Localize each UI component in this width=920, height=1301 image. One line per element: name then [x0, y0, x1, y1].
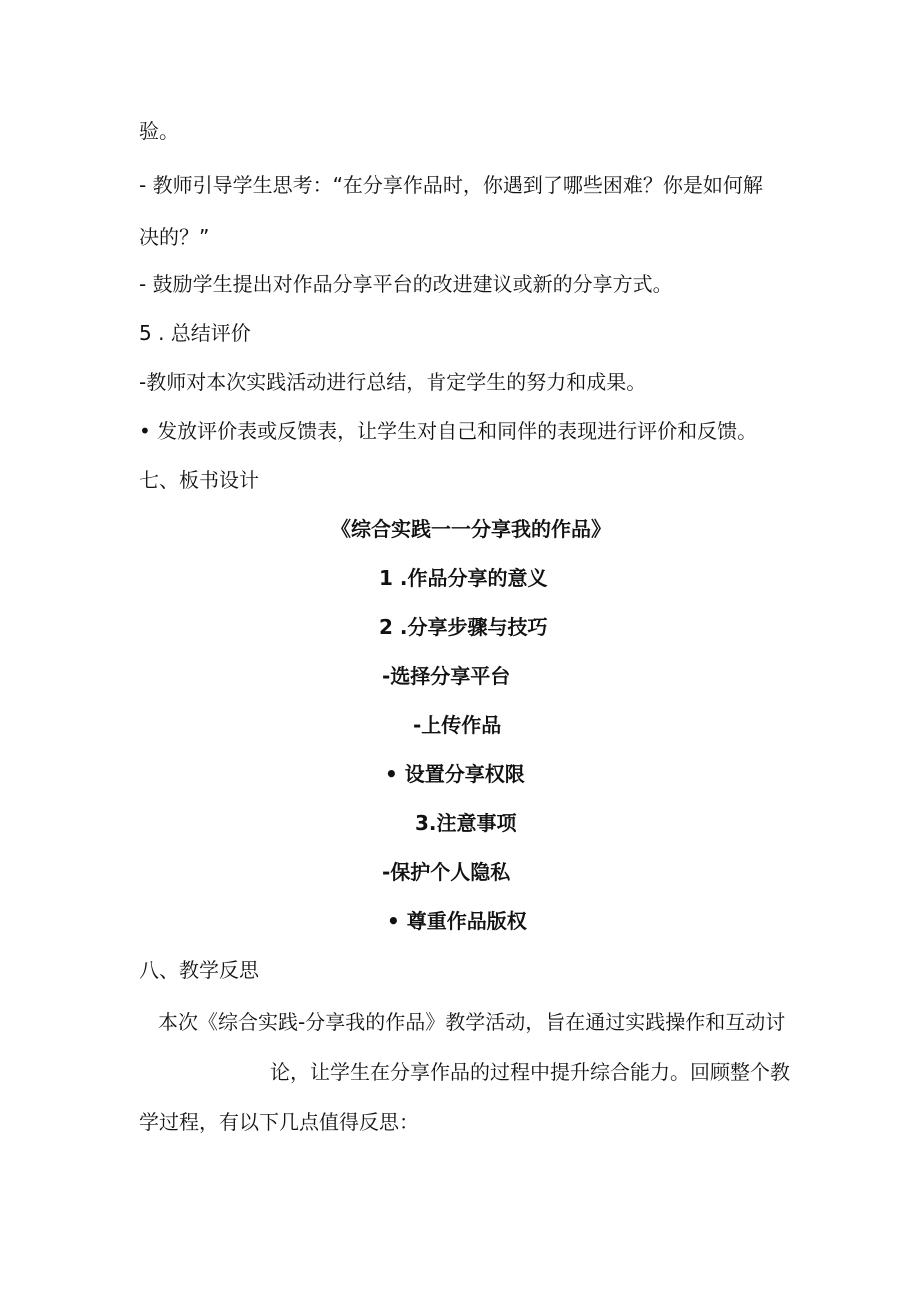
text-line-7: • 发放评价表或反馈表，让学生对自己和同伴的表现进行评价和反馈。 — [139, 419, 758, 443]
board-item-4: -上传作品 — [413, 713, 502, 737]
board-item-5: • 设置分享权限 — [385, 762, 525, 786]
reflection-line-1: 本次《综合实践-分享我的作品》教学活动，旨在通过实践操作和互动讨 — [158, 1010, 786, 1034]
text-line-6: -教师对本次实践活动进行总结，肯定学生的努力和成果。 — [139, 370, 647, 394]
board-item-3: -选择分享平台 — [382, 664, 511, 688]
reflection-line-3: 学过程，有以下几点值得反思： — [139, 1110, 419, 1134]
section-7-heading: 七、板书设计 — [139, 468, 259, 492]
text-line-4: - 鼓励学生提出对作品分享平台的改进建议或新的分享方式。 — [139, 272, 673, 296]
board-title: 《综合实践一一分享我的作品》 — [331, 517, 611, 541]
board-item-7: -保护个人隐私 — [382, 860, 511, 884]
section-5-heading: 5 . 总结评价 — [139, 321, 251, 345]
board-item-1: 1 .作品分享的意义 — [379, 566, 548, 590]
text-line-3: 决的？” — [139, 225, 210, 249]
text-line-2: - 教师引导学生思考：“在分享作品时，你遇到了哪些困难？你是如何解 — [139, 173, 763, 197]
board-item-8: • 尊重作品版权 — [387, 909, 527, 933]
text-line-1: 验。 — [139, 119, 179, 143]
reflection-line-2: 论，让学生在分享作品的过程中提升综合能力。回顾整个教 — [270, 1060, 790, 1084]
board-item-2: 2 .分享步骤与技巧 — [379, 615, 548, 639]
board-item-6: 3.注意事项 — [415, 811, 517, 835]
section-8-heading: 八、教学反思 — [139, 958, 259, 982]
